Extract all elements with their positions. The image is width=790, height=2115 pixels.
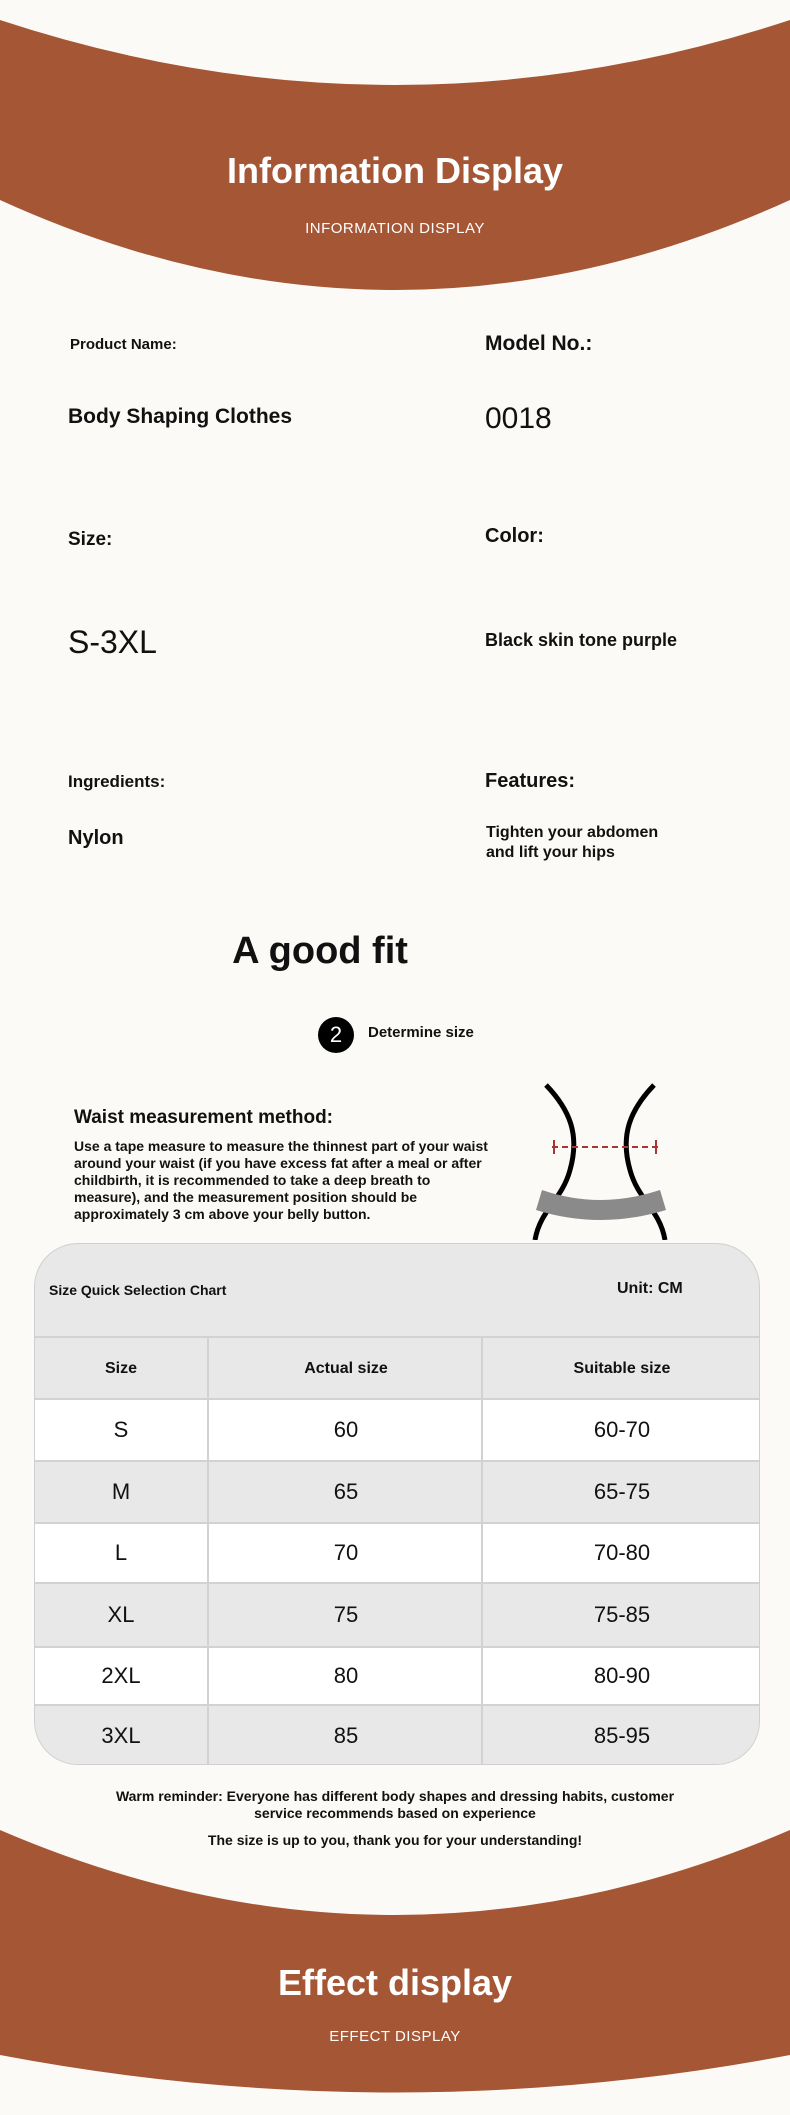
table-cell: 65-75 [481, 1462, 760, 1522]
features-label: Features: [485, 770, 576, 792]
table-cell: 60 [207, 1400, 483, 1460]
table-cell: M [111, 1479, 131, 1504]
table-cell: L [114, 1540, 128, 1565]
top-banner-title: Information Display [226, 150, 564, 191]
table-cell: S [113, 1417, 129, 1442]
color-value: Black skin tone purple [485, 630, 678, 650]
table-cell: 85 [207, 1706, 483, 1765]
size-chart-title: Size Quick Selection Chart [49, 1282, 227, 1298]
table-header-row [35, 1336, 759, 1400]
waist-method-line: around your waist (if you have excess fat after a meal or after [74, 1155, 482, 1171]
ingredients-value: Nylon [68, 827, 124, 849]
reminder-line: Warm reminder: Everyone has different body shapes and dressing habits, customer [115, 1788, 675, 1804]
reminder-line: service recommends based on experience [254, 1805, 536, 1821]
waist-method-title: Waist measurement method: [74, 1107, 334, 1128]
table-cell: 3XL [101, 1723, 141, 1748]
table-cell: 80-90 [481, 1648, 760, 1704]
table-cell: XL [107, 1602, 135, 1627]
table-row [35, 1582, 759, 1646]
size-value: S-3XL [68, 624, 157, 660]
table-header-cell: Suitable size [481, 1338, 760, 1400]
table-cell: 60-70 [481, 1400, 760, 1460]
waist-figure-illustration [520, 1080, 680, 1240]
table-cell: 70-80 [481, 1524, 760, 1582]
table-header-cell: Actual size [207, 1338, 483, 1400]
top-banner-subtitle: INFORMATION DISPLAY [305, 220, 485, 237]
size-chart-table [34, 1243, 760, 1765]
features-value-line: and lift your hips [486, 844, 615, 861]
color-label: Color: [485, 525, 544, 547]
reminder-text [90, 1788, 700, 1822]
table-row [35, 1646, 759, 1704]
waist-method-text [74, 1138, 514, 1223]
table-cell: 80 [207, 1648, 483, 1704]
bottom-banner-subtitle: EFFECT DISPLAY [329, 2028, 461, 2045]
ingredients-label: Ingredients: [68, 772, 166, 791]
waist-method-line: measure), and the measurement position should be [74, 1189, 418, 1205]
table-row [35, 1704, 759, 1765]
step-number-badge: 2 [318, 1017, 354, 1053]
waist-method-line: approximately 3 cm above your belly button. [74, 1206, 371, 1222]
bottom-banner-title: Effect display [277, 1962, 513, 2003]
waist-method-line: childbirth, it is recommended to take a deep breath to [74, 1172, 431, 1188]
table-row [35, 1522, 759, 1582]
table-header-cell: Size [104, 1360, 137, 1377]
table-row [35, 1398, 759, 1460]
size-label: Size: [68, 529, 113, 550]
table-row [35, 1460, 759, 1522]
table-cell: 2XL [101, 1663, 141, 1688]
table-cell: 75-85 [481, 1584, 760, 1646]
size-chart-unit: Unit: CM [617, 1280, 683, 1297]
table-cell: 70 [207, 1524, 483, 1582]
fit-title: A good fit [232, 930, 408, 972]
table-cell: 85-95 [481, 1706, 760, 1765]
table-cell: 65 [207, 1462, 483, 1522]
features-value [486, 823, 658, 863]
model-label: Model No.: [485, 332, 593, 355]
waist-method-line: Use a tape measure to measure the thinnest part of your waist [74, 1138, 488, 1154]
step-label: Determine size [368, 1024, 474, 1041]
features-value-line: Tighten your abdomen [486, 824, 659, 841]
product-name-label: Product Name: [70, 336, 177, 353]
model-value: 0018 [485, 402, 552, 435]
reminder-closing: The size is up to you, thank you for your understanding! [207, 1832, 583, 1848]
table-cell: 75 [207, 1584, 483, 1646]
product-name-value: Body Shaping Clothes [68, 405, 293, 428]
